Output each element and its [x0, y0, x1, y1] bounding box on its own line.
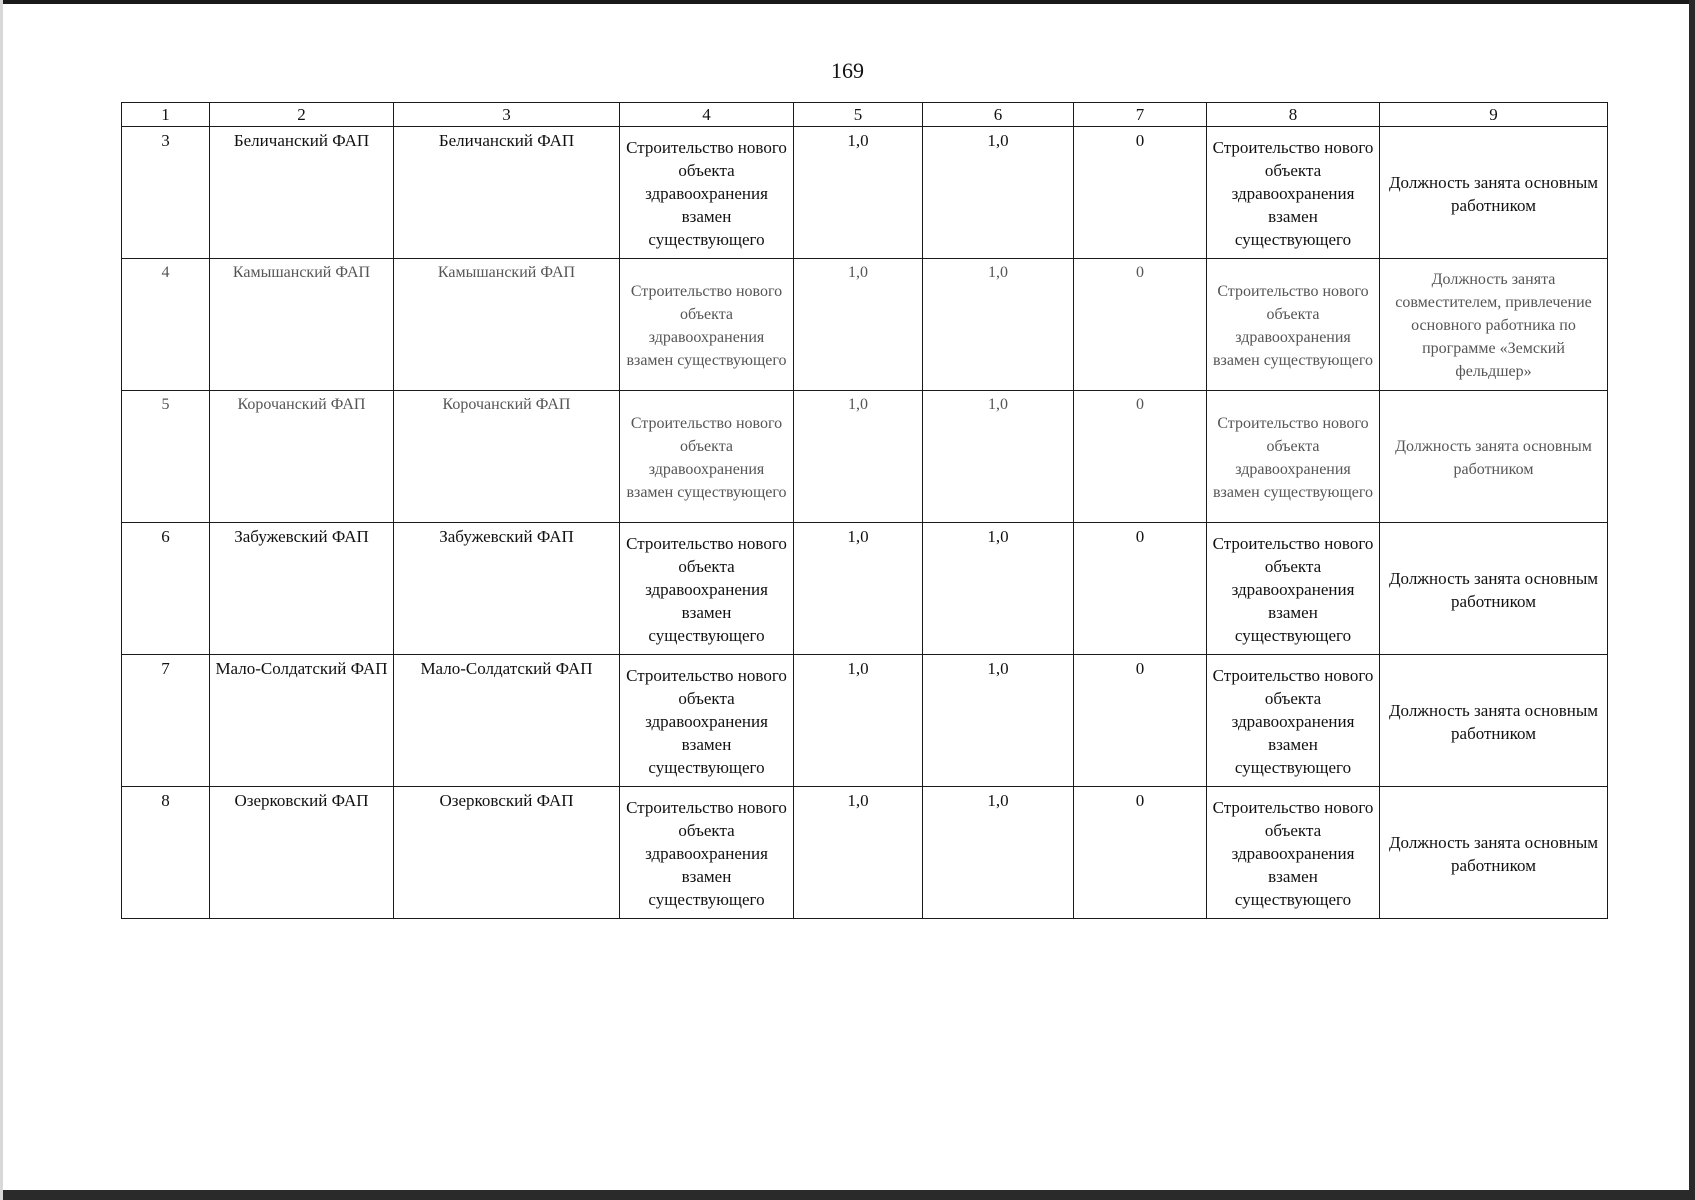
measure-cell: Строительство нового объекта здравоохранения взамен существующего	[1207, 127, 1380, 259]
value-cell: 1,0	[923, 127, 1074, 259]
table-row	[122, 259, 1608, 391]
measure-cell: Строительство нового объекта здравоохранения взамен существующего	[620, 391, 794, 523]
staffing-cell: Должность занята совместителем, привлечение основного работника по программе «Земский фельдшер»	[1380, 259, 1608, 391]
value-cell: 1,0	[923, 787, 1074, 919]
value-cell: 0	[1074, 391, 1207, 523]
table-row	[122, 127, 1608, 259]
value-cell: 1,0	[794, 523, 923, 655]
facility-name-cell: Камышанский ФАП	[210, 259, 394, 391]
column-header: 7	[1074, 103, 1207, 127]
value-cell: 0	[1074, 127, 1207, 259]
staffing-cell: Должность занята основным работником	[1380, 655, 1608, 787]
value-cell: 0	[1074, 523, 1207, 655]
facility-name-cell: Беличанский ФАП	[394, 127, 620, 259]
measure-cell: Строительство нового объекта здравоохранения взамен существующего	[1207, 259, 1380, 391]
value-cell: 0	[1074, 655, 1207, 787]
row-number-cell: 4	[122, 259, 210, 391]
value-cell: 1,0	[794, 391, 923, 523]
table-row	[122, 655, 1608, 787]
facility-name-cell: Беличанский ФАП	[210, 127, 394, 259]
scan-border-bottom	[0, 1190, 1695, 1200]
scan-border-right	[1689, 0, 1695, 1200]
measure-cell: Строительство нового объекта здравоохранения взамен существующего	[1207, 523, 1380, 655]
measure-cell: Строительство нового объекта здравоохранения взамен существующего	[620, 127, 794, 259]
facility-name-cell: Корочанский ФАП	[394, 391, 620, 523]
table-row	[122, 523, 1608, 655]
value-cell: 1,0	[794, 787, 923, 919]
facility-name-cell: Озерковский ФАП	[210, 787, 394, 919]
table-row	[122, 391, 1608, 523]
value-cell: 0	[1074, 787, 1207, 919]
measure-cell: Строительство нового объекта здравоохранения взамен существующего	[620, 523, 794, 655]
column-header: 5	[794, 103, 923, 127]
value-cell: 1,0	[923, 259, 1074, 391]
staffing-cell: Должность занята основным работником	[1380, 523, 1608, 655]
value-cell: 0	[1074, 259, 1207, 391]
staffing-cell: Должность занята основным работником	[1380, 391, 1608, 523]
column-header: 2	[210, 103, 394, 127]
facility-name-cell: Камышанский ФАП	[394, 259, 620, 391]
staffing-cell: Должность занята основным работником	[1380, 787, 1608, 919]
value-cell: 1,0	[923, 391, 1074, 523]
column-header: 9	[1380, 103, 1608, 127]
facility-name-cell: Озерковский ФАП	[394, 787, 620, 919]
facility-name-cell: Мало-Солдатский ФАП	[394, 655, 620, 787]
column-header: 8	[1207, 103, 1380, 127]
value-cell: 1,0	[794, 259, 923, 391]
header-row	[122, 103, 1608, 127]
row-number-cell: 7	[122, 655, 210, 787]
row-number-cell: 6	[122, 523, 210, 655]
measure-cell: Строительство нового объекта здравоохранения взамен существующего	[1207, 787, 1380, 919]
measure-cell: Строительство нового объекта здравоохранения взамен существующего	[620, 259, 794, 391]
scan-border-top	[0, 0, 1695, 4]
measure-cell: Строительство нового объекта здравоохранения взамен существующего	[1207, 655, 1380, 787]
value-cell: 1,0	[923, 523, 1074, 655]
row-number-cell: 3	[122, 127, 210, 259]
measure-cell: Строительство нового объекта здравоохранения взамен существующего	[620, 655, 794, 787]
column-header: 3	[394, 103, 620, 127]
value-cell: 1,0	[794, 655, 923, 787]
facilities-table	[121, 102, 1608, 919]
value-cell: 1,0	[923, 655, 1074, 787]
column-header: 1	[122, 103, 210, 127]
staffing-cell: Должность занята основным работником	[1380, 127, 1608, 259]
page-number: 169	[831, 58, 864, 83]
column-header: 6	[923, 103, 1074, 127]
measure-cell: Строительство нового объекта здравоохранения взамен существующего	[620, 787, 794, 919]
column-header: 4	[620, 103, 794, 127]
value-cell: 1,0	[794, 127, 923, 259]
facility-name-cell: Забужевский ФАП	[394, 523, 620, 655]
measure-cell: Строительство нового объекта здравоохранения взамен существующего	[1207, 391, 1380, 523]
row-number-cell: 8	[122, 787, 210, 919]
table-row	[122, 787, 1608, 919]
facility-name-cell: Мало-Солдатский ФАП	[210, 655, 394, 787]
scan-border-left	[0, 0, 3, 1200]
row-number-cell: 5	[122, 391, 210, 523]
facility-name-cell: Корочанский ФАП	[210, 391, 394, 523]
facility-name-cell: Забужевский ФАП	[210, 523, 394, 655]
